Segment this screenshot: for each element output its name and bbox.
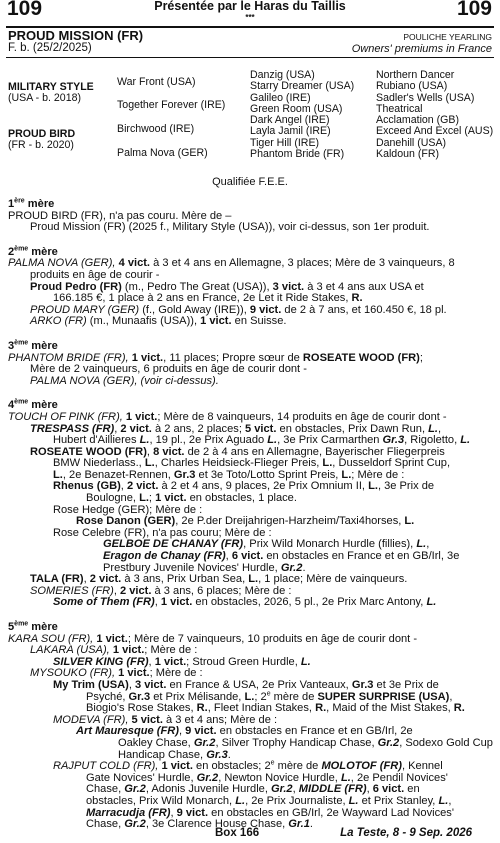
s5-line-3: SILVER KING (FR), 1 vict.; Stroud Green Hurdle, L.: [53, 655, 311, 668]
sire: MILITARY STYLE (USA - b. 2018): [8, 81, 94, 105]
pedigree-gen2-1: Together Forever (IRE): [117, 99, 226, 111]
s4-line-5: BMW Niederlass., L., Charles Heidsieck-Flieger Preis, L., Dusseldorf Sprint Cup,: [53, 457, 451, 470]
s4-line-9: Rose Hedge (GER); Mère de :: [53, 503, 203, 516]
pedigree-gen2-3: Palma Nova (GER): [117, 147, 208, 159]
s3-line-1: PHANTOM BRIDE (FR), 1 vict., 11 places; Propre sœur de ROSEATE WOOD (FR);: [8, 351, 423, 364]
s5-line-1: KARA SOU (FR), 1 vict.; Mère de 7 vainqueurs, 10 produits en âge de courir dont -: [8, 632, 418, 645]
dam: PROUD BIRD (FR - b. 2020): [8, 128, 76, 152]
s4-line-10: Rose Danon (GER), 2e P.der Dreijahrigen-Harzheim/Taxi4horses, L.: [76, 515, 415, 528]
s4-line-17: Some of Them (FR), 1 vict. en obstacles, 2026, 5 pl., 2e Prix Marc Antony, L.: [53, 596, 437, 609]
s5-line-9: Art Mauresque (FR), 9 vict. en obstacles en France et en GB/Irl, 2e: [76, 725, 413, 738]
s4-line-4: ROSEATE WOOD (FR), 8 vict. de 2 à 4 ans en Allemagne, Bayerischer Fliegerpreis: [30, 445, 445, 458]
s4-line-12: GELBOE DE CHANAY (FR), Prix Wild Monarch Hurdle (fillies), L.,: [103, 538, 430, 551]
s4-line-11: Rose Celebre (FR), n'a pas couru; Mère de :: [53, 526, 272, 539]
category: POULICHE YEARLING: [403, 32, 492, 42]
s2-line-5: PROUD MARY (GER) (f., Gold Away (IRE)), 9 vict. de 2 à 7 ans, et 160.450 €, 18 pl.: [30, 303, 447, 316]
pedigree-gen3: Danzig (USA) Starry Dreamer (USA) Galileo (IRE) Green Room (USA) Dark Angel (IRE) Layla Jamil (IRE) Tiger Hill (IRE) Phantom Bride (FR): [250, 69, 355, 161]
s2-line-4: 166.185 €, 1 place à 2 ans en France, 2e Let it Ride Stakes, R.: [53, 292, 363, 305]
s5-line-5: My Trim (USA), 3 vict. en France & USA, 2e Prix Vanteaux, Gr.3 et 3e Prix de: [53, 678, 439, 691]
s3-line-3: PALMA NOVA (GER), (voir ci-dessus).: [30, 374, 219, 387]
s2-line-3: Proud Pedro (FR) (m., Pedro The Great (USA)), 3 vict. à 3 et 4 ans aux USA et: [30, 280, 424, 293]
heading-1st-dam: 1ère mère: [8, 197, 55, 210]
s5-line-11: Handicap Chase, Gr.3.: [118, 748, 231, 761]
lot-number-right: 109: [456, 0, 492, 20]
stars: ***: [245, 13, 255, 22]
s5-line-13: Gate Novices' Hurdle, Gr.2, Newton Novice Hurdle, L., 2e Pendil Novices': [86, 771, 448, 784]
s5-line-7: Biogio's Rose Stakes, R., Fleet Indian Stakes, R., Maid of the Mist Stakes, R.: [86, 702, 465, 715]
s4-line-6: L., 2e Benazet-Rennen, Gr.3 et 3e Toto/Lotto Sprint Preis, L.; Mère de :: [53, 468, 405, 481]
s4-line-1: TOUCH OF PINK (FR), 1 vict.; Mère de 8 vainqueurs, 14 produits en âge de courir dont -: [8, 410, 447, 423]
qualification: Qualifiée F.E.E.: [212, 176, 288, 188]
pedigree-gen2-2: Birchwood (IRE): [117, 123, 195, 135]
header-rule-2: [6, 57, 494, 58]
heading-4th-dam: 4ème mère: [8, 398, 58, 412]
s4-line-2: TRESPASS (FR), 2 vict. à 2 ans, 2 places; 5 vict. en obstacles, Prix Dawn Run, L.,: [30, 422, 442, 435]
premium-note: Owners' premiums in France: [351, 43, 492, 55]
s2-line-2: produits en âge de courir -: [30, 268, 160, 281]
s2-line-6: ARKO (FR) (m., Munaafis (USA)), 1 vict. en Suisse.: [30, 315, 287, 328]
s4-line-15: TALA (FR), 2 vict. à 3 ans, Prix Urban Sea, L., 1 place; Mère de vainqueurs.: [30, 573, 408, 586]
family-text: [8, 199, 498, 831]
s5-line-15: obstacles, Prix Wild Monarch, L., 2e Prix Journaliste, L. et Prix Stanley, L.,: [86, 794, 452, 807]
s5-line-6: Psyché, Gr.3 et Prix Mélisande, L.; 2e mère de SUPER SURPRISE (USA),: [86, 689, 453, 703]
s5-line-17: Chase, Gr.2, 3e Clarence House Chase, Gr.1.: [86, 818, 313, 831]
s4-line-3: Hubert d'Aillieres L., 19 pl., 2e Prix Aguado L., 3e Prix Carmarthen Gr.3, Rigoletto, L.: [53, 434, 471, 447]
lot-number-left: 109: [7, 0, 43, 20]
s5-line-16: Marracudja (FR), 9 vict. en obstacles en GB/Irl, 2e Wayward Lad Novices': [86, 806, 454, 819]
s2-line-1: PALMA NOVA (GER), 4 vict. à 3 et 4 ans en Allemagne, 3 places; Mère de 3 vainqueurs, 8: [8, 257, 455, 270]
s5-line-2: LAKARA (USA), 1 vict.; Mère de :: [30, 644, 198, 657]
s4-line-8: Boulogne, L.; 1 vict. en obstacles, 1 place.: [86, 492, 297, 505]
s5-line-4: MYSOUKO (FR), 1 vict.; Mère de :: [30, 667, 203, 680]
s4-line-16: SOMERIES (FR), 2 vict. à 3 ans, 6 places; Mère de :: [30, 584, 292, 597]
s5-line-12: RAJPUT COLD (FR), 1 vict. en obstacles; 2e mère de MOLOTOF (FR), Kennel: [53, 759, 443, 773]
birth-info: F. b. (25/2/2025): [8, 42, 92, 54]
heading-5th-dam: 5ème mère: [8, 620, 58, 633]
horse-name: PROUD MISSION (FR): [8, 28, 144, 43]
footer-box: Box 166: [215, 827, 260, 839]
s3-line-2: Mère de 2 vainqueurs, 6 produits en âge de courir dont -: [30, 363, 307, 376]
pedigree-gen2-0: War Front (USA): [117, 76, 196, 88]
s4-line-14: Prestbury Juvenile Novices' Hurdle, Gr.2.: [103, 561, 306, 574]
consignor: Présentée par le Haras du Taillis: [154, 0, 346, 13]
consignor-line: [120, 0, 380, 24]
s1-line-2: Proud Mission (FR) (2025 f., Military Style (USA)), voir ci-dessus, son 1er produit.: [30, 221, 430, 234]
s4-line-7: Rhenus (GB), 2 vict. à 2 et 4 ans, 9 places, 2e Prix Omnium II, L., 3e Prix de: [53, 480, 435, 493]
s4-line-13: Eragon de Chanay (FR), 6 vict. en obstacles en France et en GB/Irl, 3e: [103, 550, 460, 563]
heading-2nd-dam: 2ème mère: [8, 245, 58, 258]
heading-3rd-dam: 3ème mère: [8, 339, 58, 352]
footer-sale: La Teste, 8 - 9 Sep. 2026: [340, 827, 472, 839]
pedigree-gen4: Northern Dancer Rubiano (USA) Sadler's Wells (USA) Theatrical Acclamation (GB) Exceed And Excel (AUS) Danehill (USA) Kaldoun (FR): [376, 69, 494, 161]
s1-line-1: PROUD BIRD (FR), n'a pas couru. Mère de –: [8, 209, 232, 222]
s5-line-10: Oakley Chase, Gr.2, Silver Trophy Handicap Chase, Gr.2, Sodexo Gold Cup: [118, 736, 493, 749]
s5-line-14: Chase, Gr.2, Adonis Juvenile Hurdle, Gr.2, MIDDLE (FR), 6 vict. en: [86, 783, 420, 796]
s5-line-8: MODEVA (FR), 5 vict. à 3 et 4 ans; Mère de :: [53, 713, 278, 726]
